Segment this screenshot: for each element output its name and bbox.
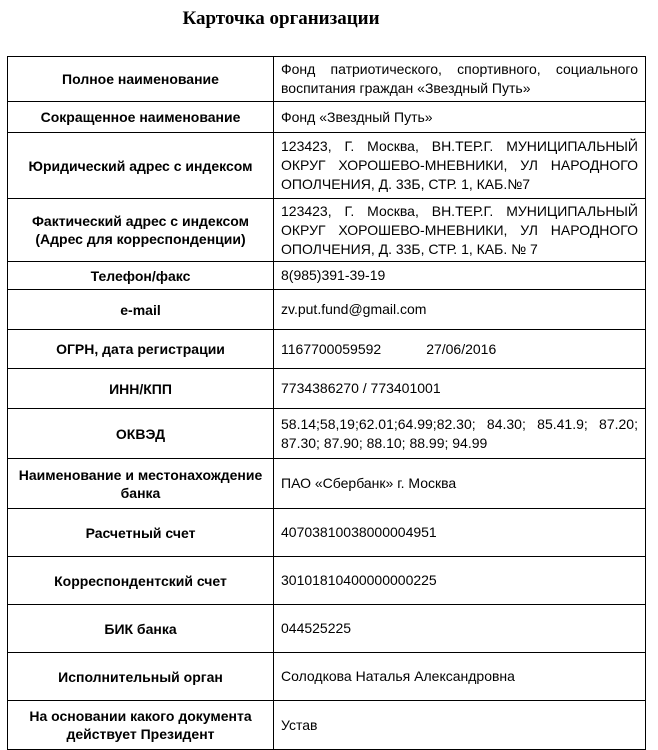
table-row — [8, 557, 646, 605]
field-value-cell: 58.14;58,19;62.01;64.99;82.30; 84.30; 85.41.9; 87.20; 87.30; 87.90; 88.10; 88.99; 94.99 — [274, 409, 646, 459]
field-value-cell: 123423, Г. Москва, ВН.ТЕР.Г. МУНИЦИПАЛЬНЫЙ ОКРУГ ХОРОШЕВО-МНЕВНИКИ, УЛ НАРОДНОГО ОПОЛЧЕНИЯ, Д. 33Б, СТР. 1, КАБ. № 7 — [274, 199, 646, 262]
field-label-cell: Сокращенное наименование — [8, 102, 274, 133]
table-row — [8, 102, 646, 133]
field-label-cell: e-mail — [8, 290, 274, 330]
document-page — [0, 7, 658, 750]
field-label-cell: ОКВЭД — [8, 409, 274, 459]
field-label-cell: На основании какого документа действует Президент — [8, 701, 274, 750]
field-value-cell: 8(985)391-39-19 — [274, 262, 646, 290]
field-label-cell: Расчетный счет — [8, 509, 274, 557]
table-row — [8, 605, 646, 653]
field-label-cell: Фактический адрес с индексом (Адрес для корреспонденции) — [8, 199, 274, 262]
page-title: Карточка организации — [182, 8, 380, 29]
field-value-cell: 7734386270 / 773401001 — [274, 369, 646, 409]
field-label-cell: Телефон/факс — [8, 262, 274, 290]
table-row — [8, 133, 646, 199]
table-row — [8, 369, 646, 409]
field-label-cell: Юридический адрес с индексом — [8, 133, 274, 199]
table-row — [8, 262, 646, 290]
field-value-cell: 044525225 — [274, 605, 646, 653]
field-value-cell: 30101810400000000225 — [274, 557, 646, 605]
table-row — [8, 459, 646, 509]
field-value-cell: ПАО «Сбербанк» г. Москва — [274, 459, 646, 509]
field-label-cell: Корреспондентский счет — [8, 557, 274, 605]
field-label-cell: ИНН/КПП — [8, 369, 274, 409]
table-row — [8, 509, 646, 557]
table-row — [8, 409, 646, 459]
field-value-cell: 123423, Г. Москва, ВН.ТЕР.Г. МУНИЦИПАЛЬНЫЙ ОКРУГ ХОРОШЕВО-МНЕВНИКИ, УЛ НАРОДНОГО ОПОЛЧЕНИЯ, Д. 33Б, СТР. 1, КАБ.№7 — [274, 133, 646, 199]
field-value-cell: Солодкова Наталья Александровна — [274, 653, 646, 701]
table-row — [8, 290, 646, 330]
table-row — [8, 330, 646, 369]
field-value-part: 1167700059592 — [281, 340, 382, 357]
org-card-table-body — [8, 57, 646, 750]
table-row — [8, 701, 646, 750]
field-value-cell: zv.put.fund@gmail.com — [274, 290, 646, 330]
table-row — [8, 199, 646, 262]
field-label-cell: Наименование и местонахождение банка — [8, 459, 274, 509]
field-label-cell: Исполнительный орган — [8, 653, 274, 701]
org-card-table — [7, 56, 646, 750]
field-value-cell — [274, 330, 646, 369]
field-value-cell: Устав — [274, 701, 646, 750]
field-label-cell: Полное наименование — [8, 57, 274, 102]
field-value-cell: 40703810038000004951 — [274, 509, 646, 557]
table-row — [8, 653, 646, 701]
table-row — [8, 57, 646, 102]
field-value-cell: Фонд «Звездный Путь» — [274, 102, 646, 133]
field-label-cell: БИК банка — [8, 605, 274, 653]
field-value-part: 27/06/2016 — [426, 340, 497, 357]
field-value-cell: Фонд патриотического, спортивного, социального воспитания граждан «Звездный Путь» — [274, 57, 646, 102]
field-label-cell: ОГРН, дата регистрации — [8, 330, 274, 369]
